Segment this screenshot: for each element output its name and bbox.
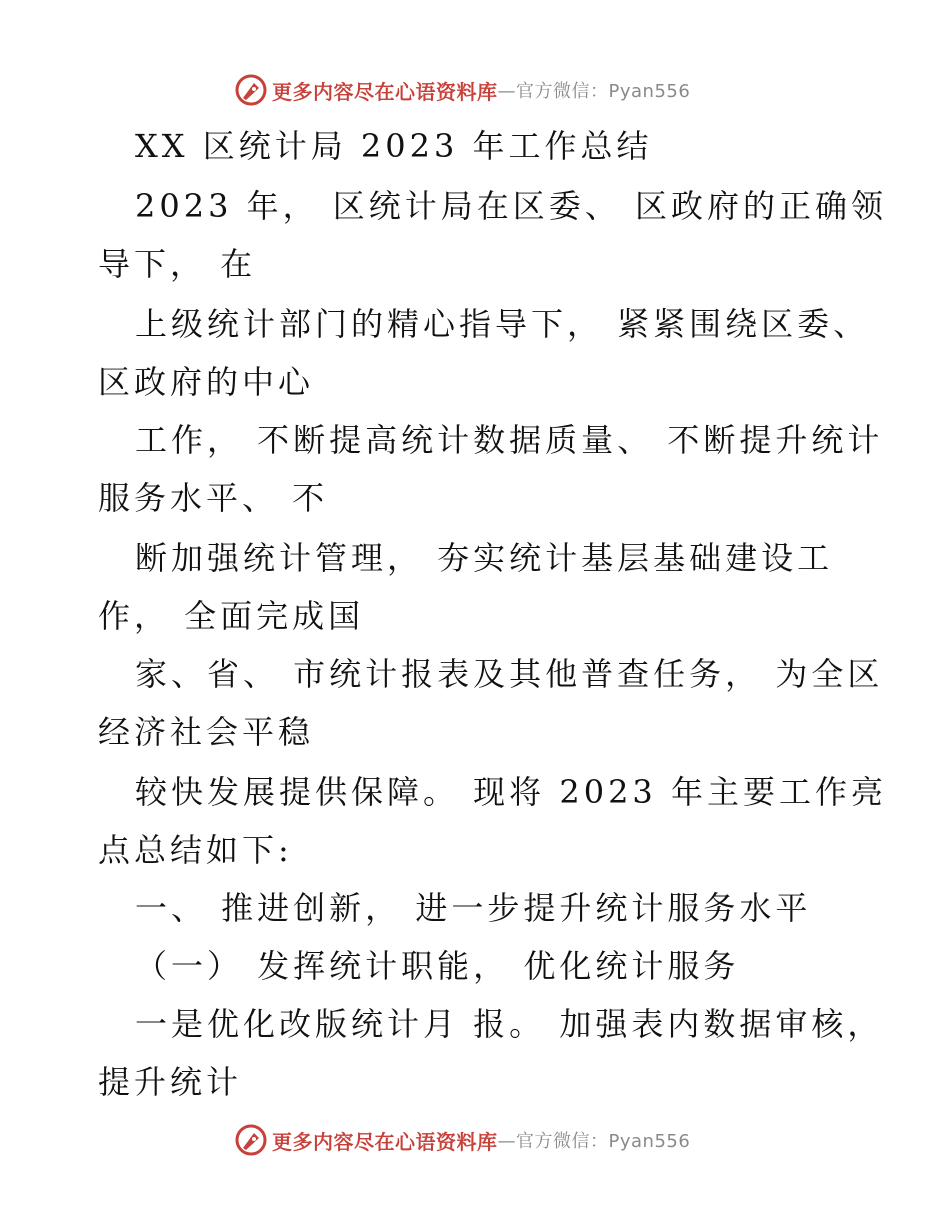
- watermark-header: [234, 72, 690, 108]
- pen-nib-circle-icon: [234, 1123, 268, 1157]
- section-heading: 一、 推进创新， 进一步提升统计服务水平: [135, 889, 812, 927]
- paragraph-line: 区政府的中心: [98, 363, 315, 401]
- paragraph-line: 较快发展提供保障。 现将 2023 年主要工作亮: [135, 773, 887, 811]
- watermark-footer: [234, 1122, 690, 1158]
- paragraph-line: 点总结如下:: [98, 831, 293, 869]
- paragraph-line: 工作， 不断提高统计数据质量、 不断提升统计: [135, 421, 884, 459]
- paragraph-line: 一是优化改版统计月 报。 加强表内数据审核，: [135, 1005, 884, 1043]
- paragraph-line: 服务水平、 不: [98, 479, 329, 517]
- watermark-gray-text: —官方微信：Pyan556: [497, 1131, 691, 1152]
- paragraph-line: 上级统计部门的精心指导下， 紧紧围绕区委、: [135, 305, 870, 343]
- paragraph-line: 断加强统计管理， 夯实统计基层基础建设工: [135, 539, 834, 577]
- paragraph-line: 家、省、 市统计报表及其他普查任务， 为全区: [135, 655, 884, 693]
- paragraph-line: 2023 年， 区统计局在区委、 区政府的正确领: [135, 187, 887, 225]
- subsection-heading: （一） 发挥统计职能， 优化统计服务: [135, 947, 740, 985]
- document-title: XX 区统计局 2023 年工作总结: [135, 127, 653, 165]
- pen-nib-circle-icon: [234, 73, 268, 107]
- paragraph-line: 提升统计: [98, 1063, 243, 1101]
- watermark-red-text: 更多内容尽在心语资料库: [272, 1129, 498, 1154]
- watermark-gray-text: —官方微信：Pyan556: [497, 81, 691, 102]
- paragraph-line: 作， 全面完成国: [98, 597, 365, 635]
- paragraph-line: 导下， 在: [98, 245, 257, 283]
- watermark-red-text: 更多内容尽在心语资料库: [272, 79, 498, 104]
- paragraph-line: 经济社会平稳: [98, 713, 315, 751]
